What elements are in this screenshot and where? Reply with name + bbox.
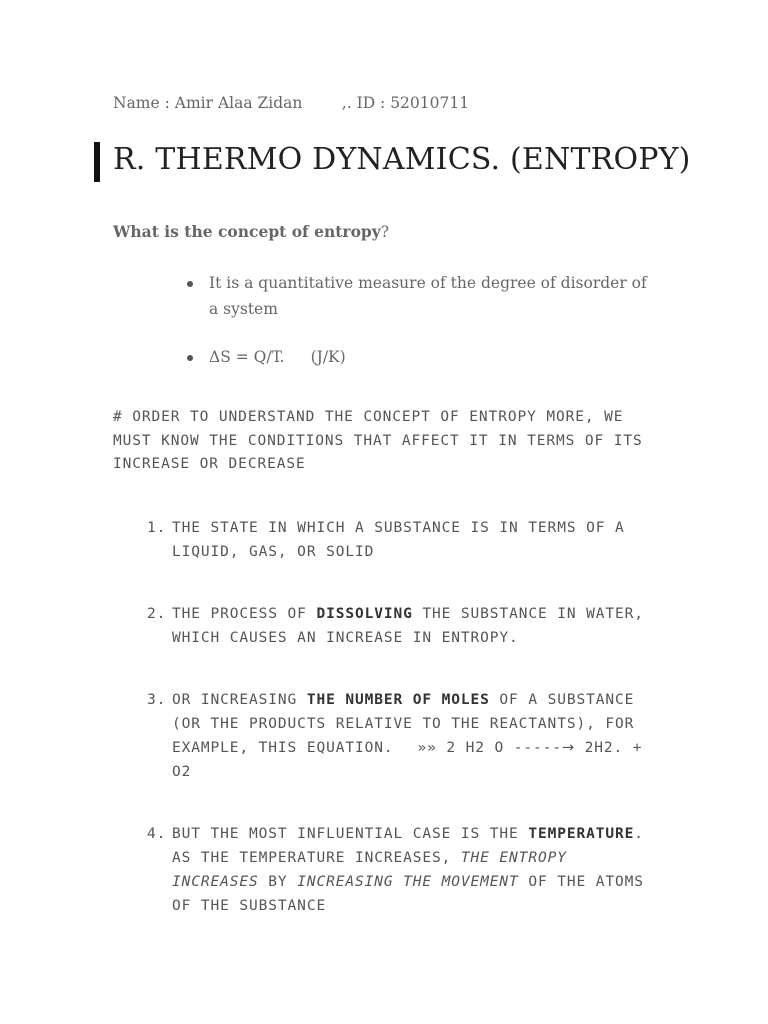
condition-emphasis: THE ENTROPY INCREASES xyxy=(172,850,567,890)
condition-text: BY xyxy=(258,874,298,890)
question-mark: ? xyxy=(380,223,390,241)
list-number: 3. xyxy=(147,692,167,708)
conditions-list xyxy=(145,516,655,918)
condition-text: OF THE ATOMS OF THE SUBSTANCE xyxy=(172,874,644,914)
bullet-item xyxy=(185,344,655,370)
arrow-right-icon: → xyxy=(561,740,575,756)
equation-products: 2H2. + O2 xyxy=(172,740,643,780)
order-paragraph: # ORDER TO UNDERSTAND THE CONCEPT OF ENTROPY MORE, WE MUST KNOW THE CONDITIONS THAT AFFECT IT IN TERMS OF ITS INCREASE OR DECREASE xyxy=(113,409,643,472)
document-title: R. THERMO DYNAMICS. (ENTROPY) xyxy=(113,142,691,177)
condition-text: . AS THE TEMPERATURE INCREASES, xyxy=(172,826,644,866)
list-number: 2. xyxy=(147,606,167,622)
list-number: 1. xyxy=(147,520,167,536)
condition-item-1 xyxy=(145,516,655,564)
question-text: What is the concept of entropy xyxy=(113,222,381,241)
equation-reactants: »» 2 H2 O ----- xyxy=(417,740,562,756)
author-id-line: Name : Amir Alaa Zidan ,. ID : 52010711 xyxy=(113,94,470,112)
list-number: 4. xyxy=(147,826,167,842)
condition-text: THE PROCESS OF xyxy=(172,606,317,622)
bullet-dot-icon xyxy=(187,355,193,361)
question-heading xyxy=(113,222,389,241)
condition-item-3 xyxy=(145,688,655,784)
bullet-dot-icon xyxy=(187,281,193,287)
title-accent-bar xyxy=(94,142,100,182)
condition-text: THE SUBSTANCE IN WATER, WHICH CAUSES AN INCREASE IN ENTROPY. xyxy=(172,606,644,646)
condition-text: OF A SUBSTANCE (OR THE PRODUCTS RELATIVE TO THE REACTANTS), FOR EXAMPLE, THIS EQUATION. xyxy=(172,692,635,756)
condition-item-2 xyxy=(145,602,655,650)
condition-text: OR INCREASING xyxy=(172,692,307,708)
bullet-item xyxy=(185,270,655,322)
condition-text: BUT THE MOST INFLUENTIAL CASE IS THE xyxy=(172,826,529,842)
condition-text: THE STATE IN WHICH A SUBSTANCE IS IN TERMS OF A LIQUID, GAS, OR SOLID xyxy=(172,520,625,560)
entropy-definition: It is a quantitative measure of the degree of disorder of a system xyxy=(209,274,647,318)
condition-emphasis: INCREASING THE MOVEMENT xyxy=(297,874,519,890)
definition-bullets xyxy=(185,270,655,370)
condition-keyword: THE NUMBER OF MOLES xyxy=(306,692,490,708)
condition-keyword: TEMPERATURE xyxy=(528,826,635,842)
condition-item-4 xyxy=(145,822,655,918)
entropy-formula: ΔS = Q/T. xyxy=(209,348,285,366)
entropy-unit: (J/K) xyxy=(310,348,346,366)
condition-keyword: DISSOLVING xyxy=(316,606,413,622)
